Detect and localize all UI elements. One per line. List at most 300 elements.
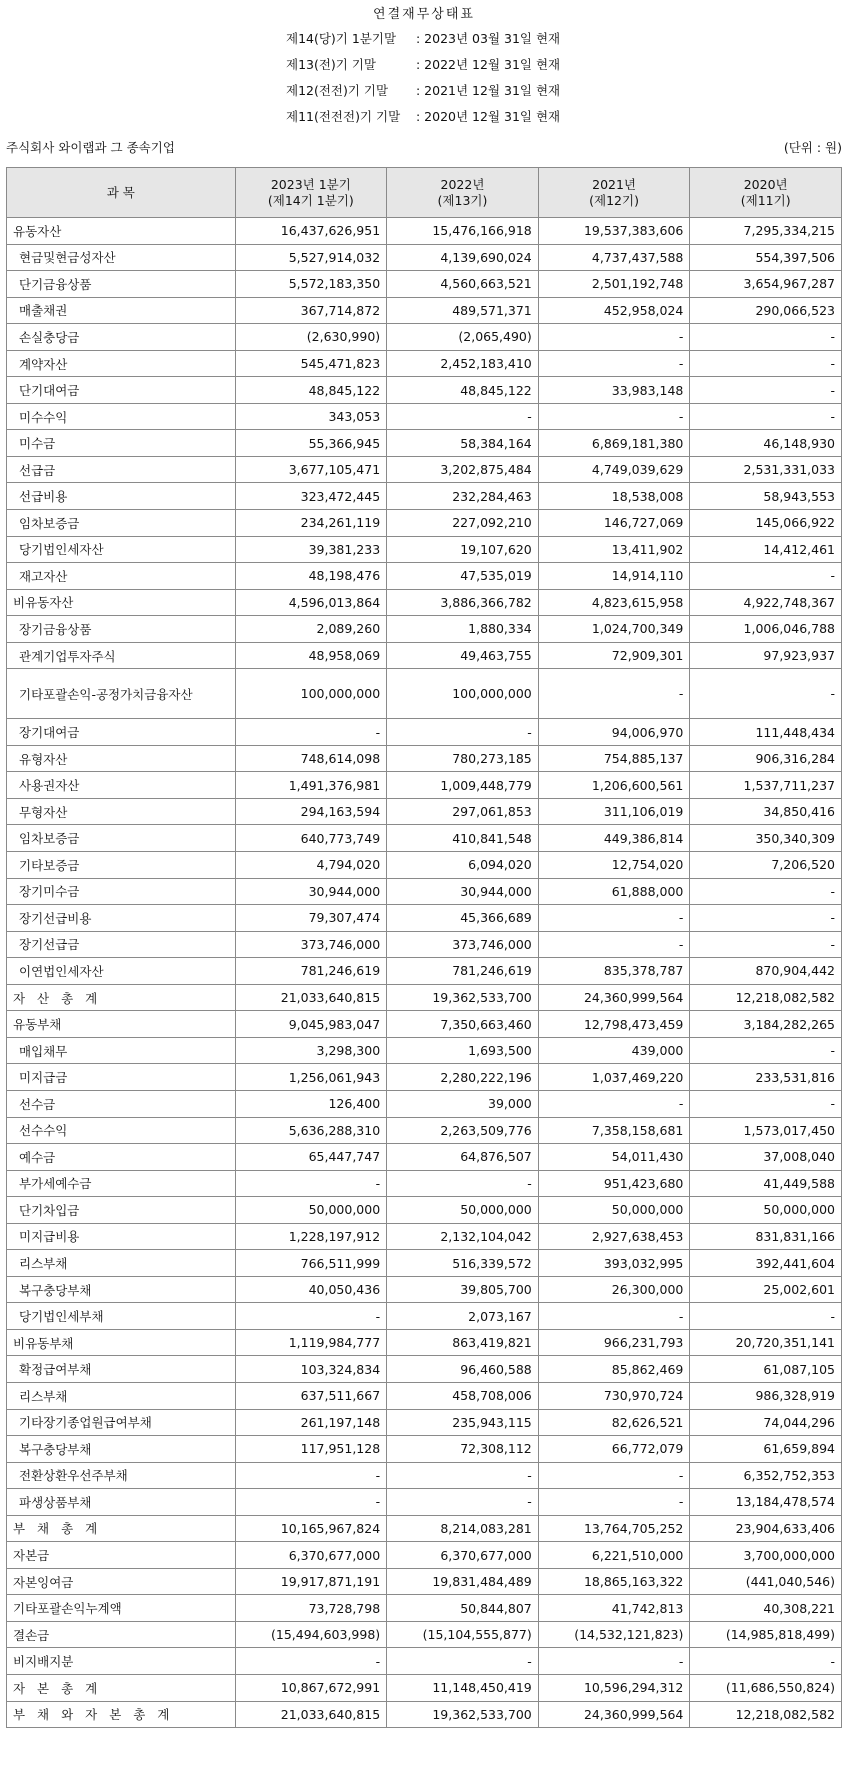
amount-cell: 6,370,677,000: [235, 1542, 387, 1569]
amount-cell: 3,700,000,000: [690, 1542, 842, 1569]
account-name-cell: 무형자산: [7, 798, 236, 825]
amount-cell: 10,165,967,824: [235, 1515, 387, 1542]
amount-cell: (14,985,818,499): [690, 1621, 842, 1648]
account-name-cell: 자본금: [7, 1542, 236, 1569]
amount-cell: -: [690, 377, 842, 404]
table-row: [7, 984, 842, 1011]
account-name-cell: 미지급금: [7, 1064, 236, 1091]
amount-cell: -: [538, 1462, 690, 1489]
amount-cell: -: [387, 1489, 539, 1516]
period-line: [286, 26, 560, 52]
table-row: [7, 403, 842, 430]
amount-cell: 50,844,807: [387, 1595, 539, 1622]
table-row: [7, 825, 842, 852]
table-row: [7, 536, 842, 563]
account-name-cell: 손실충당금: [7, 324, 236, 351]
amount-cell: 111,448,434: [690, 719, 842, 746]
amount-cell: 13,764,705,252: [538, 1515, 690, 1542]
amount-cell: 126,400: [235, 1090, 387, 1117]
amount-cell: -: [387, 403, 539, 430]
amount-cell: 2,073,167: [387, 1303, 539, 1330]
amount-cell: 290,066,523: [690, 297, 842, 324]
amount-cell: -: [235, 1303, 387, 1330]
amount-cell: 79,307,474: [235, 905, 387, 932]
account-name-cell: 선급금: [7, 456, 236, 483]
account-name-cell: 비유동자산: [7, 589, 236, 616]
amount-cell: (11,686,550,824): [690, 1674, 842, 1701]
account-name-cell: 단기금융상품: [7, 271, 236, 298]
amount-cell: 54,011,430: [538, 1144, 690, 1171]
amount-cell: 637,511,667: [235, 1382, 387, 1409]
amount-cell: -: [690, 878, 842, 905]
table-row: [7, 430, 842, 457]
amount-cell: 6,370,677,000: [387, 1542, 539, 1569]
header-period-col: [235, 168, 387, 218]
amount-cell: 640,773,749: [235, 825, 387, 852]
amount-cell: 8,214,083,281: [387, 1515, 539, 1542]
amount-cell: 50,000,000: [538, 1197, 690, 1224]
table-row: [7, 1621, 842, 1648]
account-name-cell: 장기선급비용: [7, 905, 236, 932]
company-name: 주식회사 와이랩과 그 종속기업: [6, 140, 175, 155]
amount-cell: 4,139,690,024: [387, 244, 539, 271]
meta-row: [0, 138, 848, 158]
table-row: [7, 1356, 842, 1383]
amount-cell: 40,050,436: [235, 1276, 387, 1303]
amount-cell: 449,386,814: [538, 825, 690, 852]
period-list: [0, 26, 848, 130]
amount-cell: 1,037,469,220: [538, 1064, 690, 1091]
amount-cell: 323,472,445: [235, 483, 387, 510]
table-row: [7, 1197, 842, 1224]
table-row: [7, 1276, 842, 1303]
amount-cell: 50,000,000: [387, 1197, 539, 1224]
amount-cell: 24,360,999,564: [538, 984, 690, 1011]
amount-cell: 3,654,967,287: [690, 271, 842, 298]
amount-cell: 4,922,748,367: [690, 589, 842, 616]
table-row: [7, 798, 842, 825]
header-year: 2020년: [743, 176, 788, 192]
amount-cell: 15,476,166,918: [387, 218, 539, 245]
amount-cell: 4,737,437,588: [538, 244, 690, 271]
account-name-cell: 복구충당부채: [7, 1436, 236, 1463]
amount-cell: 21,033,640,815: [235, 1701, 387, 1728]
amount-cell: 233,531,816: [690, 1064, 842, 1091]
amount-cell: 4,794,020: [235, 852, 387, 879]
amount-cell: -: [387, 1462, 539, 1489]
table-row: [7, 1568, 842, 1595]
amount-cell: 294,163,594: [235, 798, 387, 825]
period-label: 제14(당)기 1분기말: [286, 31, 397, 46]
amount-cell: 45,366,689: [387, 905, 539, 932]
amount-cell: 261,197,148: [235, 1409, 387, 1436]
account-name-cell: 유동부채: [7, 1011, 236, 1038]
amount-cell: 19,537,383,606: [538, 218, 690, 245]
amount-cell: 2,132,104,042: [387, 1223, 539, 1250]
table-row: [7, 1223, 842, 1250]
balance-sheet-table: [6, 167, 842, 1728]
amount-cell: 146,727,069: [538, 510, 690, 537]
amount-cell: 1,491,376,981: [235, 772, 387, 799]
period-label: 제13(전)기 기말: [286, 57, 377, 72]
amount-cell: 227,092,210: [387, 510, 539, 537]
account-name-cell: 유동자산: [7, 218, 236, 245]
table-row: [7, 589, 842, 616]
table-row: [7, 931, 842, 958]
amount-cell: 37,008,040: [690, 1144, 842, 1171]
table-row: [7, 510, 842, 537]
amount-cell: 7,358,158,681: [538, 1117, 690, 1144]
amount-cell: -: [538, 350, 690, 377]
amount-cell: 373,746,000: [235, 931, 387, 958]
amount-cell: -: [690, 931, 842, 958]
amount-cell: (2,630,990): [235, 324, 387, 351]
amount-cell: 2,501,192,748: [538, 271, 690, 298]
account-name-cell: 유형자산: [7, 745, 236, 772]
amount-cell: 870,904,442: [690, 958, 842, 985]
account-name-cell: 비유동부채: [7, 1329, 236, 1356]
amount-cell: 48,958,069: [235, 642, 387, 669]
amount-cell: 234,261,119: [235, 510, 387, 537]
period-label: 제11(전전전)기 기말: [286, 109, 401, 124]
amount-cell: 12,218,082,582: [690, 1701, 842, 1728]
account-name-cell: 장기금융상품: [7, 616, 236, 643]
amount-cell: 5,527,914,032: [235, 244, 387, 271]
amount-cell: 781,246,619: [235, 958, 387, 985]
account-name-cell: 자 산 총 계: [7, 984, 236, 1011]
amount-cell: -: [538, 669, 690, 719]
table-row: [7, 905, 842, 932]
amount-cell: -: [690, 1037, 842, 1064]
amount-cell: 100,000,000: [235, 669, 387, 719]
amount-cell: 12,218,082,582: [690, 984, 842, 1011]
amount-cell: 19,831,484,489: [387, 1568, 539, 1595]
amount-cell: (15,494,603,998): [235, 1621, 387, 1648]
account-name-cell: 부 채 총 계: [7, 1515, 236, 1542]
amount-cell: 40,308,221: [690, 1595, 842, 1622]
amount-cell: -: [538, 1090, 690, 1117]
table-row: [7, 1382, 842, 1409]
table-row: [7, 1250, 842, 1277]
amount-cell: 4,823,615,958: [538, 589, 690, 616]
amount-cell: 97,923,937: [690, 642, 842, 669]
table-row: [7, 1595, 842, 1622]
table-row: [7, 1117, 842, 1144]
period-line: [286, 52, 560, 78]
account-name-cell: 사용권자산: [7, 772, 236, 799]
table-row: [7, 878, 842, 905]
amount-cell: 1,573,017,450: [690, 1117, 842, 1144]
amount-cell: 33,983,148: [538, 377, 690, 404]
amount-cell: 18,538,008: [538, 483, 690, 510]
amount-cell: 30,944,000: [235, 878, 387, 905]
account-name-cell: 계약자산: [7, 350, 236, 377]
account-name-cell: 비지배지분: [7, 1648, 236, 1675]
amount-cell: 3,886,366,782: [387, 589, 539, 616]
table-row: [7, 1011, 842, 1038]
account-name-cell: 자 본 총 계: [7, 1674, 236, 1701]
amount-cell: 96,460,588: [387, 1356, 539, 1383]
amount-cell: 5,572,183,350: [235, 271, 387, 298]
period-date: : 2021년 12월 31일 현재: [416, 83, 561, 98]
amount-cell: 74,044,296: [690, 1409, 842, 1436]
amount-cell: -: [235, 1462, 387, 1489]
amount-cell: 145,066,922: [690, 510, 842, 537]
amount-cell: 966,231,793: [538, 1329, 690, 1356]
table-row: [7, 772, 842, 799]
amount-cell: 367,714,872: [235, 297, 387, 324]
amount-cell: 41,449,588: [690, 1170, 842, 1197]
account-name-cell: 예수금: [7, 1144, 236, 1171]
amount-cell: 1,009,448,779: [387, 772, 539, 799]
header-year: 2023년 1분기: [270, 176, 351, 192]
amount-cell: 25,002,601: [690, 1276, 842, 1303]
table-row: [7, 563, 842, 590]
amount-cell: 2,280,222,196: [387, 1064, 539, 1091]
amount-cell: 2,263,509,776: [387, 1117, 539, 1144]
table-row: [7, 324, 842, 351]
amount-cell: 7,295,334,215: [690, 218, 842, 245]
amount-cell: 19,917,871,191: [235, 1568, 387, 1595]
amount-cell: -: [538, 1648, 690, 1675]
account-name-cell: 자본잉여금: [7, 1568, 236, 1595]
account-name-cell: 장기미수금: [7, 878, 236, 905]
amount-cell: 26,300,000: [538, 1276, 690, 1303]
amount-cell: 13,411,902: [538, 536, 690, 563]
amount-cell: -: [690, 1090, 842, 1117]
amount-cell: 100,000,000: [387, 669, 539, 719]
account-name-cell: 복구충당부채: [7, 1276, 236, 1303]
amount-cell: 232,284,463: [387, 483, 539, 510]
amount-cell: -: [690, 324, 842, 351]
account-name-cell: 단기차입금: [7, 1197, 236, 1224]
amount-cell: 350,340,309: [690, 825, 842, 852]
account-name-cell: 기타포괄손익-공정가치금융자산: [7, 669, 236, 719]
account-name-cell: 당기법인세자산: [7, 536, 236, 563]
amount-cell: 82,626,521: [538, 1409, 690, 1436]
amount-cell: 780,273,185: [387, 745, 539, 772]
amount-cell: 373,746,000: [387, 931, 539, 958]
amount-cell: 11,148,450,419: [387, 1674, 539, 1701]
amount-cell: 730,970,724: [538, 1382, 690, 1409]
amount-cell: 1,880,334: [387, 616, 539, 643]
amount-cell: 311,106,019: [538, 798, 690, 825]
amount-cell: 3,298,300: [235, 1037, 387, 1064]
table-row: [7, 1462, 842, 1489]
amount-cell: 1,206,600,561: [538, 772, 690, 799]
amount-cell: 20,720,351,141: [690, 1329, 842, 1356]
table-row: [7, 483, 842, 510]
table-row: [7, 297, 842, 324]
amount-cell: 7,206,520: [690, 852, 842, 879]
header-year: 2022년: [440, 176, 485, 192]
header-term: (제13기): [437, 192, 488, 208]
amount-cell: 3,202,875,484: [387, 456, 539, 483]
account-name-cell: 단기대여금: [7, 377, 236, 404]
amount-cell: 14,412,461: [690, 536, 842, 563]
amount-cell: 545,471,823: [235, 350, 387, 377]
document-title: 연결재무상태표: [373, 7, 475, 22]
amount-cell: 46,148,930: [690, 430, 842, 457]
amount-cell: 12,754,020: [538, 852, 690, 879]
amount-cell: 61,888,000: [538, 878, 690, 905]
account-name-cell: 기타포괄손익누계액: [7, 1595, 236, 1622]
amount-cell: 6,352,752,353: [690, 1462, 842, 1489]
amount-cell: 392,441,604: [690, 1250, 842, 1277]
header-term: (제12기): [589, 192, 639, 208]
amount-cell: -: [690, 905, 842, 932]
amount-cell: 297,061,853: [387, 798, 539, 825]
table-row: [7, 1674, 842, 1701]
amount-cell: -: [538, 905, 690, 932]
amount-cell: 3,184,282,265: [690, 1011, 842, 1038]
table-row: [7, 1701, 842, 1728]
header-period-col: [690, 168, 842, 218]
table-row: [7, 852, 842, 879]
table-row: [7, 958, 842, 985]
table-row: [7, 1144, 842, 1171]
period-label: 제12(전전)기 기말: [286, 83, 389, 98]
amount-cell: 72,308,112: [387, 1436, 539, 1463]
account-name-cell: 당기법인세부채: [7, 1303, 236, 1330]
amount-cell: 39,000: [387, 1090, 539, 1117]
amount-cell: 754,885,137: [538, 745, 690, 772]
amount-cell: -: [690, 1303, 842, 1330]
table-row: [7, 1515, 842, 1542]
amount-cell: 1,228,197,912: [235, 1223, 387, 1250]
account-name-cell: 미지급비용: [7, 1223, 236, 1250]
amount-cell: 39,805,700: [387, 1276, 539, 1303]
table-row: [7, 1090, 842, 1117]
account-name-cell: 현금및현금성자산: [7, 244, 236, 271]
amount-cell: 47,535,019: [387, 563, 539, 590]
table-row: [7, 616, 842, 643]
amount-cell: 1,006,046,788: [690, 616, 842, 643]
table-row: [7, 271, 842, 298]
amount-cell: 951,423,680: [538, 1170, 690, 1197]
amount-cell: 835,378,787: [538, 958, 690, 985]
amount-cell: 12,798,473,459: [538, 1011, 690, 1038]
amount-cell: (2,065,490): [387, 324, 539, 351]
table-row: [7, 1542, 842, 1569]
amount-cell: -: [235, 719, 387, 746]
account-name-cell: 이연법인세자산: [7, 958, 236, 985]
amount-cell: 24,360,999,564: [538, 1701, 690, 1728]
period-line: [286, 104, 560, 130]
amount-cell: 30,944,000: [387, 878, 539, 905]
amount-cell: -: [690, 563, 842, 590]
amount-cell: 1,693,500: [387, 1037, 539, 1064]
account-name-cell: 부가세예수금: [7, 1170, 236, 1197]
amount-cell: 2,927,638,453: [538, 1223, 690, 1250]
header-year: 2021년: [592, 176, 637, 192]
account-name-cell: 관계기업투자주식: [7, 642, 236, 669]
table-row: [7, 1037, 842, 1064]
amount-cell: 55,366,945: [235, 430, 387, 457]
amount-cell: 781,246,619: [387, 958, 539, 985]
period-date: : 2020년 12월 31일 현재: [416, 109, 561, 124]
amount-cell: -: [690, 1648, 842, 1675]
amount-cell: 85,862,469: [538, 1356, 690, 1383]
amount-cell: 1,024,700,349: [538, 616, 690, 643]
table-row: [7, 1170, 842, 1197]
amount-cell: -: [690, 403, 842, 430]
account-name-cell: 매출채권: [7, 297, 236, 324]
amount-cell: 10,596,294,312: [538, 1674, 690, 1701]
table-row: [7, 1329, 842, 1356]
amount-cell: 863,419,821: [387, 1329, 539, 1356]
account-name-cell: 리스부채: [7, 1382, 236, 1409]
amount-cell: 72,909,301: [538, 642, 690, 669]
amount-cell: 61,659,894: [690, 1436, 842, 1463]
amount-cell: 50,000,000: [235, 1197, 387, 1224]
table-row: [7, 1648, 842, 1675]
amount-cell: 2,452,183,410: [387, 350, 539, 377]
amount-cell: 4,560,663,521: [387, 271, 539, 298]
account-name-cell: 선급비용: [7, 483, 236, 510]
table-row: [7, 218, 842, 245]
amount-cell: 1,119,984,777: [235, 1329, 387, 1356]
amount-cell: 4,749,039,629: [538, 456, 690, 483]
period-date: : 2023년 03월 31일 현재: [416, 31, 561, 46]
account-name-cell: 임차보증금: [7, 825, 236, 852]
period-line: [286, 78, 560, 104]
header-period-col: [538, 168, 690, 218]
account-name-cell: 기타보증금: [7, 852, 236, 879]
amount-cell: 16,437,626,951: [235, 218, 387, 245]
unit-label: (단위 : 원): [783, 140, 842, 155]
amount-cell: -: [538, 1303, 690, 1330]
table-row: [7, 1436, 842, 1463]
amount-cell: 7,350,663,460: [387, 1011, 539, 1038]
table-row: [7, 745, 842, 772]
amount-cell: -: [538, 931, 690, 958]
amount-cell: 489,571,371: [387, 297, 539, 324]
amount-cell: 19,107,620: [387, 536, 539, 563]
amount-cell: 34,850,416: [690, 798, 842, 825]
amount-cell: 5,636,288,310: [235, 1117, 387, 1144]
table-row: [7, 1064, 842, 1091]
table-row: [7, 719, 842, 746]
amount-cell: -: [387, 1170, 539, 1197]
amount-cell: (441,040,546): [690, 1568, 842, 1595]
amount-cell: 19,362,533,700: [387, 984, 539, 1011]
amount-cell: 48,198,476: [235, 563, 387, 590]
account-name-cell: 선수금: [7, 1090, 236, 1117]
table-body: [7, 218, 842, 1728]
amount-cell: 235,943,115: [387, 1409, 539, 1436]
account-name-cell: 임차보증금: [7, 510, 236, 537]
amount-cell: 4,596,013,864: [235, 589, 387, 616]
amount-cell: 73,728,798: [235, 1595, 387, 1622]
amount-cell: 986,328,919: [690, 1382, 842, 1409]
header-term: (제14기 1분기): [267, 192, 354, 208]
amount-cell: 393,032,995: [538, 1250, 690, 1277]
account-name-cell: 장기선급금: [7, 931, 236, 958]
amount-cell: (15,104,555,877): [387, 1621, 539, 1648]
amount-cell: 458,708,006: [387, 1382, 539, 1409]
account-name-cell: 재고자산: [7, 563, 236, 590]
account-name-cell: 확정급여부채: [7, 1356, 236, 1383]
amount-cell: -: [235, 1489, 387, 1516]
amount-cell: 49,463,755: [387, 642, 539, 669]
account-name-cell: 매입채무: [7, 1037, 236, 1064]
table-row: [7, 1409, 842, 1436]
amount-cell: 14,914,110: [538, 563, 690, 590]
account-name-cell: 장기대여금: [7, 719, 236, 746]
account-name-cell: 미수금: [7, 430, 236, 457]
table-row: [7, 1303, 842, 1330]
